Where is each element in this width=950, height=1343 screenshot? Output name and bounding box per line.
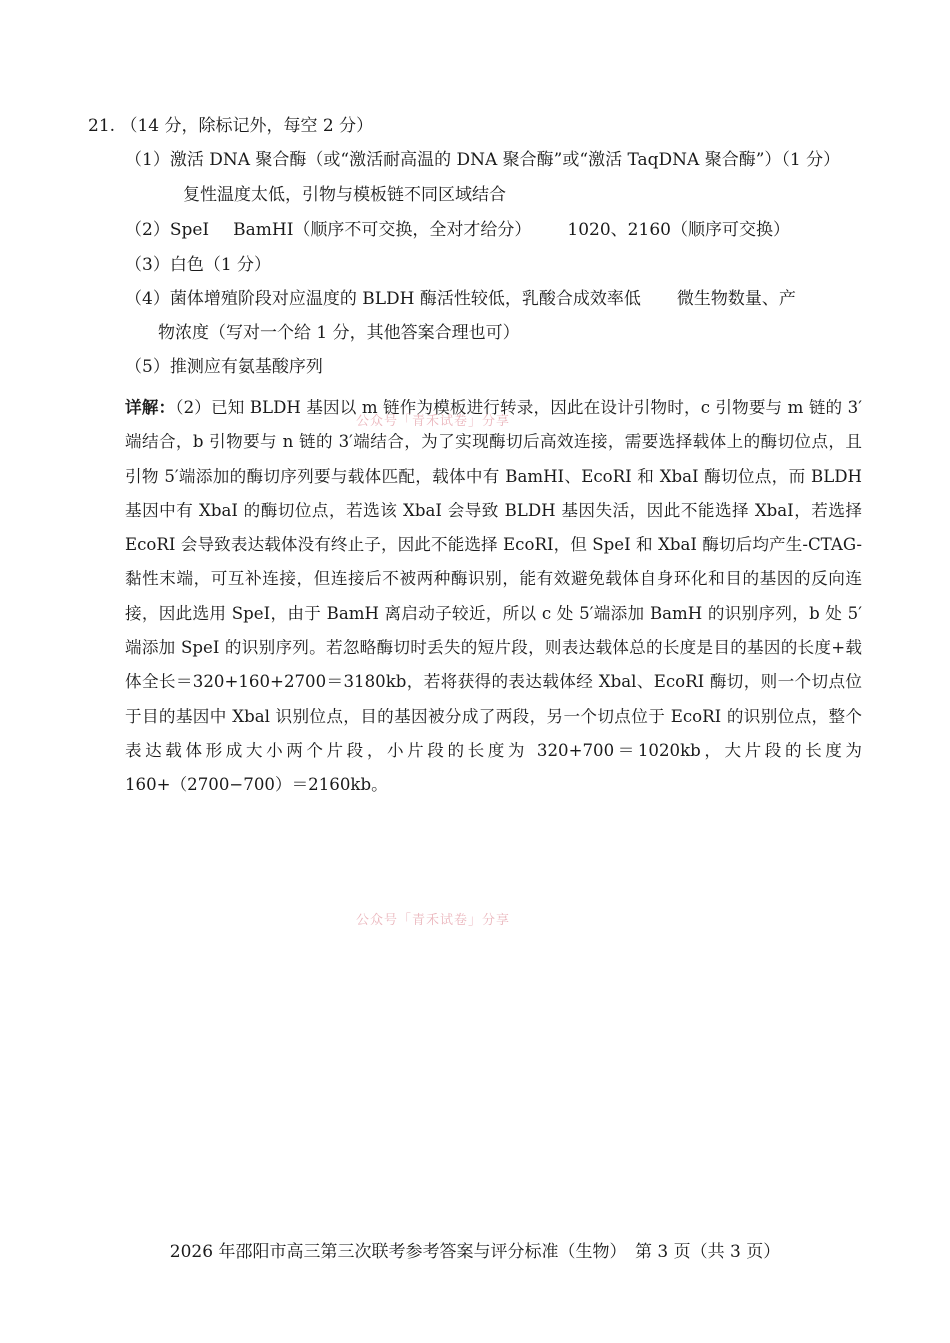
answer-item-1-line-1: （1）激活 DNA 聚合酶（或“激活耐高温的 DNA 聚合酶”或“激活 TaqDNA 聚合酶”）（1 分） (125, 150, 841, 170)
answer-item-2 (125, 218, 790, 242)
answer-item-2-third: 1020、2160（顺序可交换） (567, 220, 790, 240)
answer-item-4-line-2: 物浓度（写对一个给 1 分，其他答案合理也可） (158, 323, 520, 343)
watermark-2: 公众号「青禾试卷」分享 (356, 913, 511, 928)
answer-item-2-first: （2）SpeI (125, 220, 210, 240)
answer-item-4-second: 微生物数量、产 (676, 289, 796, 309)
question-21-heading: 21. （14 分，除标记外，每空 2 分） (88, 116, 374, 136)
page-footer: 2026 年邵阳市高三第三次联考参考答案与评分标准（生物） 第 3 页（共 3 页） (169, 1242, 781, 1262)
watermark-1: 公众号「青禾试卷」分享 (356, 414, 511, 429)
answer-item-4-first: （4）菌体增殖阶段对应温度的 BLDH 酶活性较低，乳酸合成效率低 (125, 289, 641, 309)
answer-item-3: （3）白色（1 分） (125, 255, 272, 275)
answer-item-1-line-2: 复性温度太低，引物与模板链不同区域结合 (183, 185, 506, 205)
detail-text: （2）已知 BLDH 基因以 m 链作为模板进行转录，因此在设计引物时，c 引物要与 m 链的 3′端结合，b 引物要与 n 链的 3′端结合，为了实现酶切后高效连接，需要选择载体上的酶切位点，且引物 5′端添加的酶切序列要与载体匹配，载体中有 BamHI、EcoRI 和 XbaI 酶切位点，而 BLDH 基因中有 XbaI 的酶切位点，若选该 XbaI 会导致 BLDH 基因失活，因此不能选择 XbaI，若选择 EcoRI 会导致表达载体没有终止子，因此不能选择 EcoRI，但 SpeI 和 XbaI 酶切后均产生-CTAG-黏性末端，可互补连接，但连接后不被两种酶识别，能有效避免载体自身环化和目的基因的反向连接，因此选用 SpeI，由于 BamH 离启动子较近，所以 c 处 5′端添加 BamH 的识别序列，b 处 5′端添加 SpeI 的识别序列。若忽略酶切时丢失的短片段，则表达载体总的长度是目的基因的长度+载体全长＝320+160+2700＝3180kb，若将获得的表达载体经 Xbal、EcoRI 酶切，则一个切点位于目的基因中 Xbal 识别位点，目的基因被分成了两段，另一个切点位于 EcoRI 的识别位点，整个表达载体形成大小两个片段，小片段的长度为 320+700＝1020kb，大片段的长度为 160+（2700−700）＝2160kb。 (125, 398, 863, 795)
answer-item-4-line-1 (125, 287, 796, 311)
detailed-explanation (125, 390, 862, 803)
answer-item-5: （5）推测应有氨基酸序列 (125, 357, 323, 377)
answer-item-2-second: BamHI（顺序不可交换，全对才给分） (233, 220, 532, 240)
detail-label: 详解： (125, 397, 176, 417)
